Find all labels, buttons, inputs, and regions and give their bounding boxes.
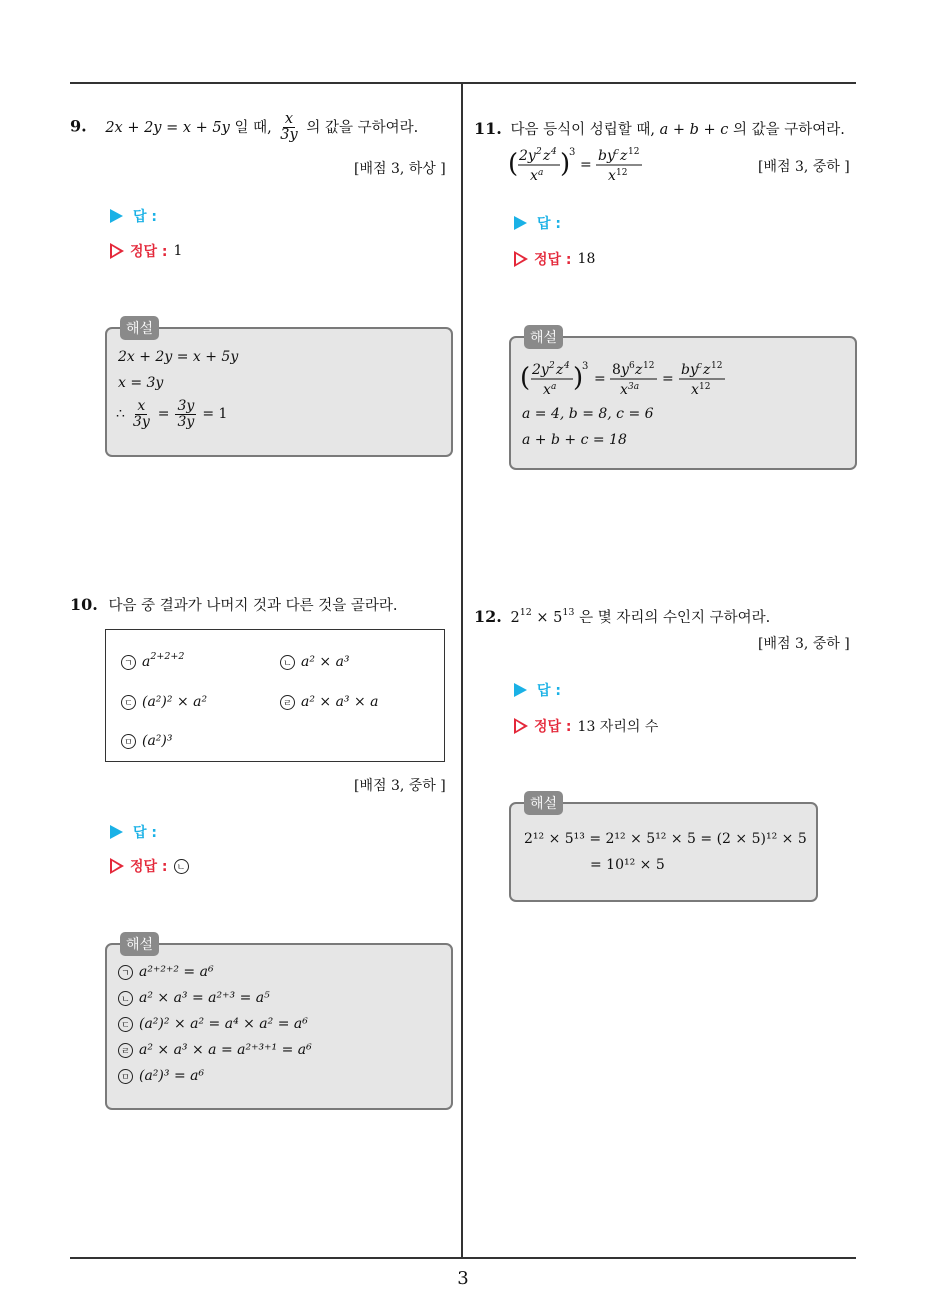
correct-answer-row — [514, 249, 595, 269]
answer-label: 답 : — [537, 683, 561, 699]
svg-text:x: x — [608, 168, 616, 184]
svg-text:12: 12 — [643, 361, 655, 371]
explanation-box — [509, 802, 818, 902]
question-12 — [474, 606, 864, 627]
svg-text:y: y — [621, 362, 629, 378]
question-number: 9. — [70, 116, 87, 136]
question-stem — [510, 607, 771, 626]
question-stem — [105, 111, 419, 144]
fraction — [131, 399, 152, 429]
fraction-denominator: 3y — [177, 413, 195, 430]
play-icon — [514, 683, 527, 697]
stem-tail: 의 값을 구하여라. — [301, 119, 419, 136]
explanation-tag: 해설 — [120, 932, 159, 956]
explanation-line — [118, 1042, 312, 1058]
explanation-text: a² × a³ = a²⁺³ = a⁵ — [139, 990, 270, 1006]
stem-tail: 의 값을 구하여라. — [728, 122, 845, 138]
outline-triangle-icon — [514, 251, 528, 267]
svg-text:c: c — [697, 361, 703, 371]
svg-text:by: by — [598, 148, 615, 164]
svg-text:=: = — [580, 157, 592, 173]
answer-row[interactable] — [514, 213, 561, 233]
stem-tail: 은 몇 자리의 수인지 구하여라. — [574, 610, 771, 626]
fraction-denominator: 3y — [280, 127, 298, 144]
svg-text:z: z — [620, 148, 628, 164]
stem-math: a + b + c — [659, 122, 729, 138]
answer-row[interactable] — [514, 680, 561, 700]
choice-text: (a²)³ — [142, 733, 173, 749]
explanation-line: 2¹² × 5¹³ = 2¹² × 5¹² × 5 = (2 × 5)¹² × 5 — [524, 831, 807, 847]
correct-answer-row — [110, 241, 182, 261]
play-icon — [110, 209, 123, 223]
svg-text:12: 12 — [711, 361, 723, 371]
choice-text: a — [142, 654, 151, 670]
stem-equation — [508, 142, 648, 190]
choice-mark: ㅁ — [121, 734, 136, 749]
score-label: [배점 3, 중하 ] — [354, 778, 446, 794]
svg-text:12: 12 — [628, 147, 640, 157]
svg-text:by: by — [681, 362, 698, 378]
play-icon — [110, 825, 123, 839]
answer-row[interactable] — [110, 822, 157, 842]
correct-label: 정답 : — [130, 859, 168, 875]
top-rule — [70, 82, 856, 84]
svg-text:z: z — [635, 362, 643, 378]
choice-mark: ㅁ — [118, 1069, 133, 1084]
choice-mark: ㄱ — [118, 965, 133, 980]
svg-text:6: 6 — [629, 361, 635, 371]
question-number: 12. — [474, 607, 502, 626]
explanation-box — [105, 327, 453, 457]
svg-text:=: = — [594, 371, 606, 387]
choice-item[interactable] — [280, 694, 379, 710]
correct-answer-row — [110, 856, 195, 876]
correct-label: 정답 : — [130, 244, 168, 260]
stem-text: 일 때, — [229, 119, 277, 136]
therefore-symbol: ∴ — [116, 406, 125, 423]
explanation-line: = 10¹² × 5 — [590, 857, 665, 873]
answer-row[interactable] — [110, 206, 157, 226]
fraction-numerator: 3y — [177, 398, 195, 414]
svg-text:a: a — [538, 168, 544, 178]
explanation-tag: 해설 — [524, 325, 563, 349]
explanation-tag: 해설 — [524, 791, 563, 815]
explanation-line — [118, 964, 214, 980]
fraction-numerator: x — [137, 398, 146, 414]
choice-mark: ㄷ — [118, 1017, 133, 1032]
question-10 — [70, 594, 455, 615]
choice-exponent: 2+2+2 — [150, 651, 185, 662]
choice-mark: ㄱ — [121, 655, 136, 670]
question-11 — [474, 118, 864, 139]
explanation-line — [118, 1016, 308, 1032]
fraction-numerator: x — [284, 111, 294, 127]
svg-text:c: c — [614, 147, 620, 157]
svg-text:): ) — [560, 149, 571, 179]
result: = 1 — [202, 406, 228, 423]
stem-math: $2^{12} \times 5^{13}$ — [510, 607, 575, 626]
svg-text:3a: 3a — [628, 382, 640, 392]
outline-triangle-icon — [110, 858, 124, 874]
outline-triangle-icon — [110, 243, 124, 259]
stem-fraction — [278, 112, 299, 143]
svg-text:12: 12 — [616, 168, 628, 178]
explanation-equation — [520, 354, 740, 404]
svg-text:2: 2 — [536, 147, 542, 157]
fraction — [175, 399, 196, 429]
svg-text:): ) — [573, 363, 584, 393]
explanation-tag: 해설 — [120, 316, 159, 340]
correct-answer-row — [514, 716, 658, 736]
choice-item[interactable] — [121, 651, 185, 670]
svg-text:x: x — [543, 382, 551, 398]
score-label: [배점 3, 하상 ] — [354, 161, 446, 177]
answer-label: 답 : — [537, 216, 561, 232]
svg-text:3: 3 — [569, 147, 576, 158]
svg-text:a: a — [551, 382, 557, 392]
explanation-text: a²⁺²⁺² = a⁶ — [139, 964, 214, 980]
choice-item[interactable] — [280, 654, 350, 670]
svg-text:2y: 2y — [519, 148, 536, 164]
question-9 — [70, 112, 455, 143]
question-number: 10. — [70, 595, 98, 614]
question-number: 11. — [474, 119, 502, 138]
explanation-line: 2x + 2y = x + 5y — [118, 349, 239, 365]
outline-triangle-icon — [514, 718, 528, 734]
svg-text:12: 12 — [699, 382, 711, 392]
svg-text:z: z — [543, 148, 551, 164]
svg-text:2: 2 — [549, 361, 555, 371]
explanation-line — [116, 399, 227, 429]
choice-mark: ㄷ — [121, 695, 136, 710]
choice-text: (a²)² × a² — [142, 694, 208, 710]
svg-text:(: ( — [520, 363, 531, 393]
equals-sign: = — [157, 406, 170, 423]
svg-text:(: ( — [508, 149, 519, 179]
correct-value: 13 자리의 수 — [577, 719, 659, 735]
explanation-line: a + b + c = 18 — [522, 432, 627, 448]
question-stem — [510, 122, 844, 138]
choice-mark: ㄹ — [280, 695, 295, 710]
correct-value: ㄴ — [174, 859, 189, 874]
explanation-line — [118, 990, 270, 1006]
fraction-denominator: 3y — [132, 413, 150, 430]
correct-label: 정답 : — [534, 252, 572, 268]
stem-text: 다음 등식이 성립할 때, — [510, 122, 660, 138]
explanation-line — [118, 1068, 204, 1084]
svg-text:x: x — [620, 382, 628, 398]
svg-text:4: 4 — [564, 361, 570, 371]
explanation-text: a² × a³ × a = a²⁺³⁺¹ = a⁶ — [139, 1042, 312, 1058]
svg-text:z: z — [556, 362, 564, 378]
svg-text:x: x — [530, 168, 538, 184]
bottom-rule — [70, 1257, 856, 1259]
answer-label: 답 : — [133, 825, 157, 841]
explanation-text: (a²)³ = a⁶ — [139, 1068, 205, 1084]
column-divider — [461, 84, 463, 1257]
svg-text:=: = — [662, 371, 674, 387]
answer-label: 답 : — [133, 209, 157, 225]
svg-text:2y: 2y — [532, 362, 549, 378]
svg-text:8: 8 — [612, 362, 621, 378]
svg-text:z: z — [703, 362, 711, 378]
question-stem: 다음 중 결과가 나머지 것과 다른 것을 골라라. — [108, 598, 398, 614]
correct-value: 18 — [577, 251, 596, 267]
choice-text: a² × a³ — [301, 654, 350, 670]
explanation-text: (a²)² × a² = a⁴ × a² = a⁶ — [139, 1016, 308, 1032]
play-icon — [514, 216, 527, 230]
score-label: [배점 3, 중하 ] — [758, 636, 850, 652]
page-number: 3 — [457, 1268, 469, 1289]
svg-text:4: 4 — [551, 147, 557, 157]
correct-value: 1 — [173, 243, 183, 259]
svg-text:x: x — [691, 382, 699, 398]
choice-text: a² × a³ × a — [301, 694, 379, 710]
svg-text:3: 3 — [582, 361, 589, 372]
equation-graphic — [520, 354, 740, 400]
score-label: [배점 3, 중하 ] — [758, 159, 850, 175]
choice-mark: ㄴ — [118, 991, 133, 1006]
explanation-line: x = 3y — [118, 375, 164, 391]
choice-item[interactable] — [121, 694, 207, 710]
choice-item[interactable] — [121, 733, 173, 749]
equation-graphic — [508, 142, 648, 186]
stem-equation: 2x + 2y = x + 5y — [105, 119, 230, 136]
correct-label: 정답 : — [534, 719, 572, 735]
choice-mark: ㄴ — [280, 655, 295, 670]
choice-mark: ㄹ — [118, 1043, 133, 1058]
explanation-line: a = 4, b = 8, c = 6 — [522, 406, 654, 422]
